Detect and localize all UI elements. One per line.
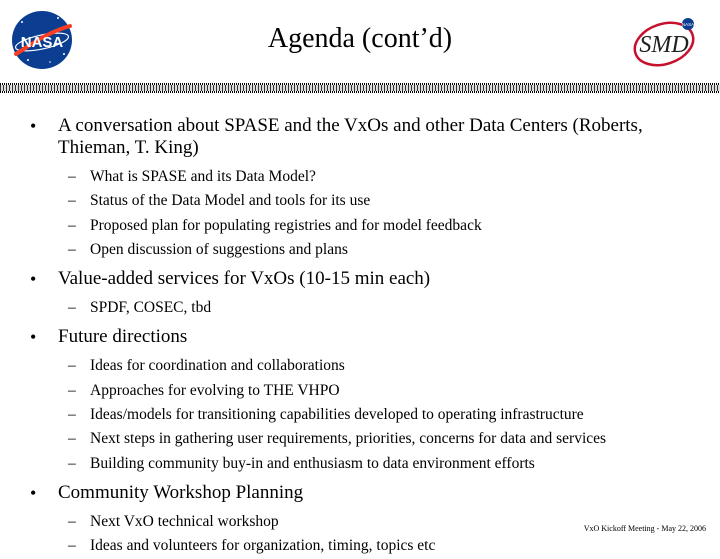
agenda-item-text: Value-added services for VxOs (10-15 min each) [58,268,431,290]
sub-item-list [0,354,720,475]
list-item [68,534,720,558]
smd-logo-icon [628,12,702,72]
list-item-text: Ideas and volunteers for organization, timing, topics etc [90,537,436,555]
list-item-text: Ideas/models for transitioning capabilities developed to operating infrastructure [90,406,584,424]
agenda-item [30,115,698,159]
agenda-item [30,326,698,348]
footer-text: VxO Kickoff Meeting - May 22, 2006 [583,524,706,533]
smd-logo-text: SMD [639,32,689,58]
list-item-text: Building community buy-in and enthusiasm to data environment efforts [90,454,535,472]
dash: – [68,240,76,258]
dash: – [68,299,76,317]
dash: – [68,512,76,530]
bullet: • [30,327,37,348]
list-item [68,354,720,378]
dash: – [68,192,76,210]
list-item-text: Ideas for coordination and collaborations [90,357,345,375]
agenda-item [30,268,698,290]
list-item [68,296,720,320]
list-item [68,379,720,403]
list-item-text: SPDF, COSEC, tbd [90,299,212,317]
list-item-text: What is SPASE and its Data Model? [90,168,316,185]
sub-item-list [0,510,720,559]
agenda-item-text: Future directions [58,326,188,348]
list-item-text: Approaches for evolving to THE VHPO [90,381,340,399]
agenda-item [30,481,698,504]
bullet: • [30,482,37,503]
dash: – [68,430,76,448]
agenda-item-text: A conversation about SPASE and the VxOs and other Data Centers (Roberts, Thieman, T. King) [58,115,643,158]
list-item-text: Status of the Data Model and tools for its use [90,192,371,210]
list-item-text: Proposed plan for populating registries and for model feedback [90,216,482,234]
dash: – [68,381,76,399]
bullet: • [30,269,37,290]
agenda-item-text: Community Workshop Planning [58,481,304,503]
dash: – [68,357,76,375]
list-item [68,165,720,189]
list-item [68,238,720,262]
nasa-logo-text: NASA [20,34,64,51]
list-item [68,189,720,213]
nasa-meatball-icon [8,8,76,72]
list-item-text: Open discussion of suggestions and plans [90,240,348,258]
list-item [68,427,720,451]
bullet: • [30,116,37,136]
title-divider-pattern [0,85,720,91]
list-item-text: Next steps in gathering user requirements, priorities, concerns for data and services [90,430,607,448]
page-title: Agenda (cont’d) [267,23,453,54]
list-item [68,403,720,427]
dash: – [68,454,76,472]
dash: – [68,216,76,234]
sub-item-list [0,296,720,320]
sub-item-list [0,165,720,262]
dash: – [68,168,76,185]
list-item [68,452,720,476]
list-item [68,214,720,238]
smd-logo [628,12,702,72]
nasa-logo [8,8,76,72]
dash: – [68,406,76,424]
list-item-text: Next VxO technical workshop [90,512,279,530]
agenda-content [0,110,720,559]
smd-small-text: NASA [681,22,695,27]
dash: – [68,537,76,555]
